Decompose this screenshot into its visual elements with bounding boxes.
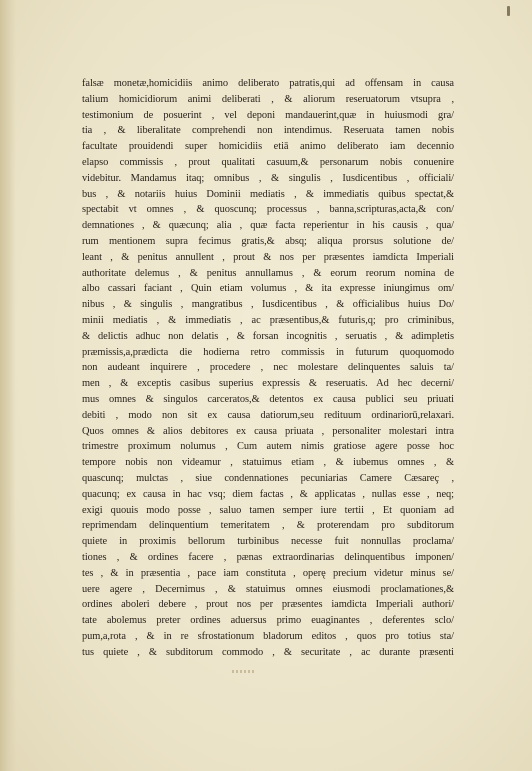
- text-line: præmissis,a,prædicta die hodierna retro commissis in futurum quoquomodo: [82, 346, 454, 358]
- text-line: falsæ monetæ,homicidiis animo deliberato patratis,qui ad offensam in causa: [82, 78, 454, 89]
- text-line: tus quiete , & subditorum commodo , & securitate , ac durante præsenti: [82, 646, 454, 658]
- text-line: tiones , & ordines facere , pænas extraordinarias delinquentibus imponen/: [82, 551, 454, 563]
- page-binding-edge: [0, 0, 16, 771]
- text-line: exigi quouis modo posse , saluo tamen semper iure tertii , Et quoniam ad: [82, 504, 454, 516]
- text-line: tate abolemus preter ordines aduersus primo euaginantes , deferentes sclo/: [82, 615, 454, 627]
- text-line: men , & exceptis casibus superius expressis & reseruatis. Ad hec decerni/: [82, 378, 454, 390]
- text-line: rum mentionem supra fecimus gratis,& absq; aliqua prorsus solutione de/: [82, 235, 454, 247]
- text-line: & delictis adhuc non delatis , & forsan incognitis , seruatis , & adimpletis: [82, 330, 454, 342]
- text-line: albo cassari faciant , Quin etiam volumus , & ita expresse iniungimus om/: [82, 283, 454, 295]
- text-line: reprimendam delinquentium temeritatem , & proterendam pro subditorum: [82, 520, 454, 532]
- text-line: tia , & liberalitate comprehendi non intendimus. Reseruata tamen nobis: [82, 125, 454, 137]
- text-line: minii mediatis , & immediatis , ac præsentibus,& futuris,q; pro criminibus,: [82, 314, 454, 326]
- text-line: nibus , & singulis , mangratibus , Iusdicentibus , & officialibus huius Do/: [82, 299, 454, 311]
- text-line: ordines aboleri debere , prout nos per præsentes iamdicta Imperiali authori/: [82, 599, 454, 611]
- text-line: facultate prouidendi super homicidiis etiā animo deliberato iam decennio: [82, 141, 454, 153]
- text-line: pum,a,rota , & in re sfrostationum bladorum editos , quos pro totius sta/: [82, 630, 454, 642]
- text-line: talium homicidiorum animi deliberati , & aliorum reseruatorum vtsupra ,: [82, 93, 454, 105]
- text-line: spectabit vt omnes , & quoscunq; processus , banna,scripturas,acta,& con/: [82, 204, 454, 216]
- text-line: authoritate delemus , & penitus annullamus , & eorum reorum nomina de: [82, 267, 454, 279]
- text-line: videbitur. Mandamus itaq; omnibus , & singulis , Iusdicentibus , officiali/: [82, 172, 454, 184]
- text-line: uere agere , Decernimus , & statuimus omnes eiusmodi proclamationes,&: [82, 583, 454, 595]
- text-line: debiti , modo non sit ex causa datiorum,seu redituum ordinariorū,relaxari.: [82, 409, 454, 421]
- text-line: leant , & penitus annullent , prout & nos per præsentes iamdicta Imperiali: [82, 251, 454, 263]
- text-line: quacunq; ex causa in hac vsq; diem factas , & applicatas , nullas esse , neq;: [82, 488, 454, 500]
- text-line: quascunq; mulctas , siue condennationes pecuniarias Camere Cæsareç ,: [82, 472, 454, 484]
- text-line: Quos omnes & alios debitores ex causa priuata , personaliter molestari intra: [82, 425, 454, 437]
- text-line: testimonium de posuerint , vel deponi mandauerint,quæ in huiusmodi gra/: [82, 109, 454, 121]
- text-line: trimestre proximum nolumus , Cum autem nimis gratiose agere posse hoc: [82, 441, 454, 453]
- text-line: mus omnes & singulos carceratos,& detentos ex causa publici seu priuati: [82, 393, 454, 405]
- text-line: quiete in proximis bellorum turbinibus necesse fuit nonnullas proclama/: [82, 536, 454, 548]
- corner-ink-mark: [507, 6, 510, 16]
- text-line: bus , & notariis huius Dominii mediatis , & immediatis quibus spectat,&: [82, 188, 454, 200]
- text-line: non audeant inquirere , procedere , nec molestare delinquentes saluis ta/: [82, 362, 454, 374]
- page-footer-smudge: [232, 670, 254, 673]
- text-line: tempore nobis non videamur , statuimus etiam , & iubemus omnes , &: [82, 457, 454, 469]
- text-line: demnationes , & quæcunq; alia , quæ facta reperientur in his causis , qua/: [82, 220, 454, 232]
- text-line: tes , & in præsentia , pace iam constituta , operę precium videtur minus se/: [82, 567, 454, 579]
- text-line: elapso commissis , prout qualitati casuum,& personarum nobis conuenire: [82, 156, 454, 168]
- body-text: [82, 76, 454, 660]
